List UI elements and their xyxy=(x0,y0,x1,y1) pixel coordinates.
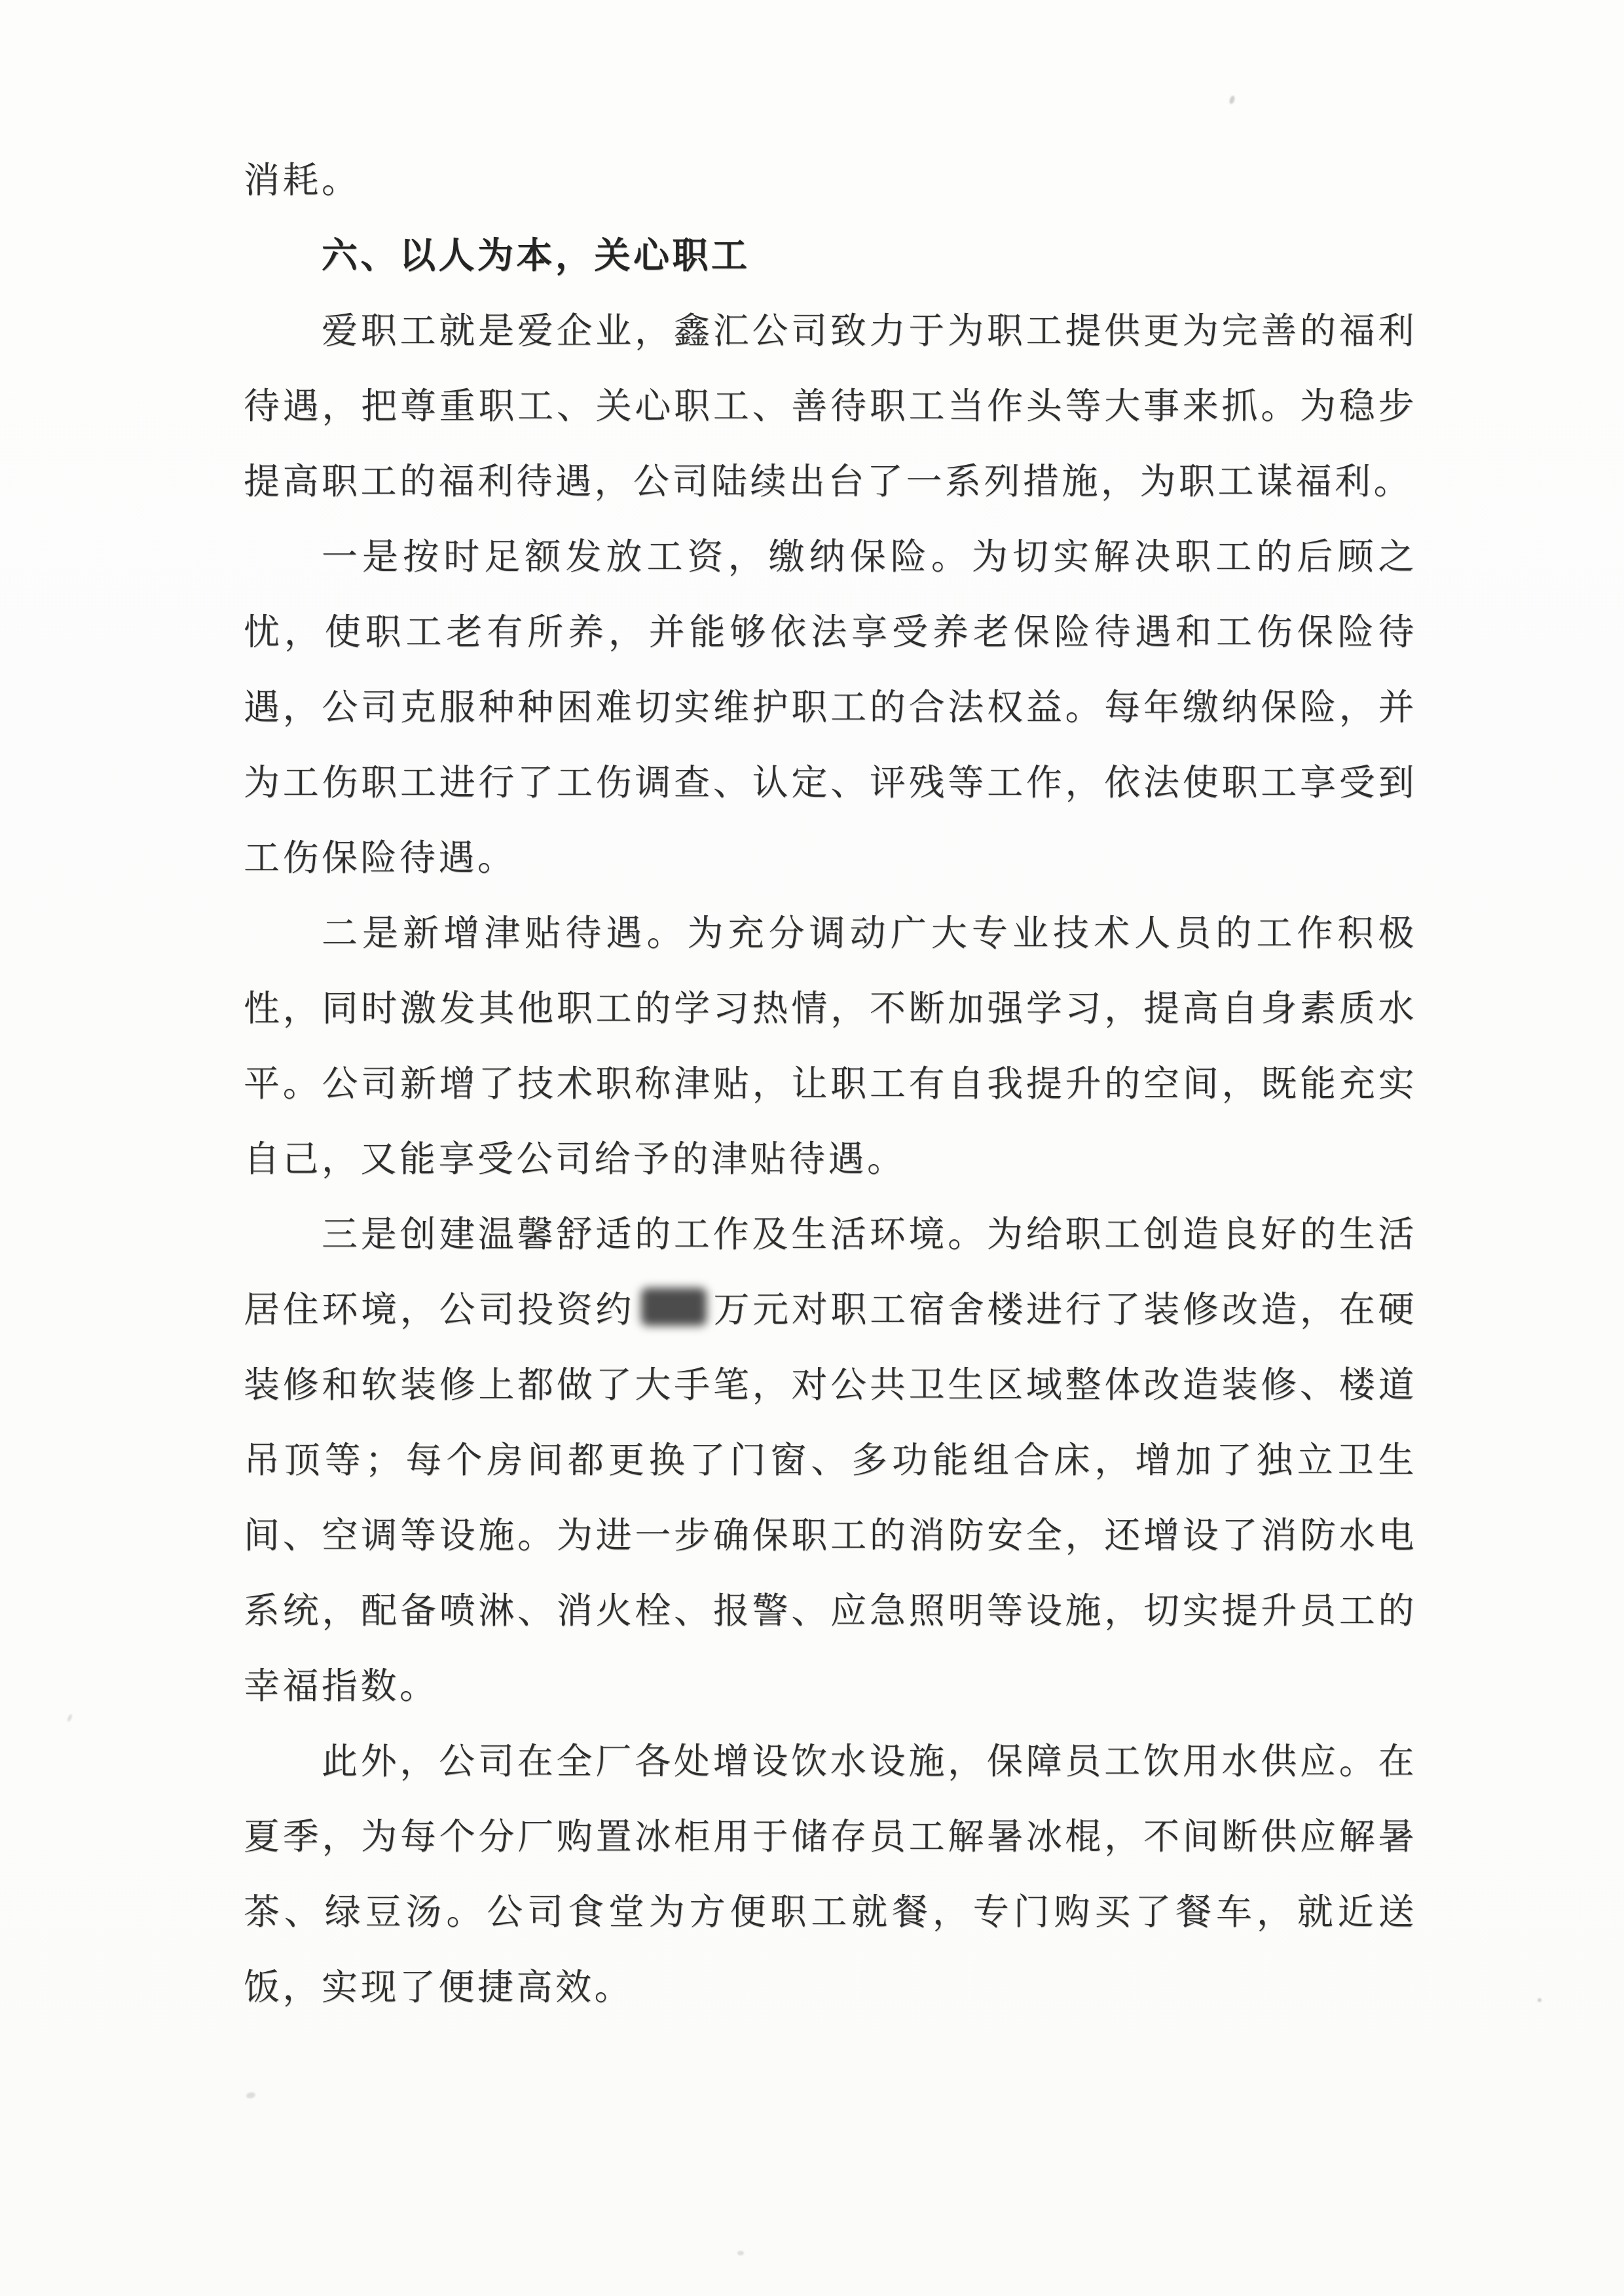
scan-speck xyxy=(737,2251,744,2255)
paragraph-intro: 爱职工就是爱企业，鑫汇公司致力于为职工提供更为完善的福利待遇，把尊重职工、关心职工、善待职工当作头等大事来抓。为稳步提高职工的福利待遇，公司陆续出台了一系列措施，为职工谋福利。 xyxy=(244,311,1417,501)
paragraph-point-three-after-redaction: 万元对职工宿舍楼进行了装修改造，在硬装修和软装修上都做了大手笔，对公共卫生区域整体改造装修、楼道吊顶等；每个房间都更换了门窗、多功能组合床，增加了独立卫生间、空调等设施。为进一步确保职工的消防安全，还增设了消防水电系统，配备喷淋、消火栓、报警、应急照明等设施，切实提升员工的幸福指数。 xyxy=(244,1290,1417,1706)
paragraph-point-three xyxy=(244,1197,1417,1724)
paragraph-continuation-tail: 消耗。 xyxy=(244,160,361,200)
section-heading: 六、以人为本，关心职工 xyxy=(322,235,750,276)
scan-speck xyxy=(67,1714,73,1722)
document-text-block xyxy=(244,143,1417,2025)
scan-speck xyxy=(1538,1998,1541,2002)
paragraph-closing: 此外，公司在全厂各处增设饮水设施，保障员工饮用水供应。在夏季，为每个分厂购置冰柜用于储存员工解暑冰棍，不间断供应解暑茶、绿豆汤。公司食堂为方便职工就餐，专门购买了餐车，就近送饭，实现了便捷高效。 xyxy=(244,1741,1417,2007)
paragraph-point-one: 一是按时足额发放工资，缴纳保险。为切实解决职工的后顾之忧，使职工老有所养，并能够依法享受养老保险待遇和工伤保险待遇，公司克服种种困难切实维护职工的合法权益。每年缴纳保险，并为工伤职工进行了工伤调查、认定、评残等工作，依法使职工享受到工伤保险待遇。 xyxy=(244,537,1417,878)
paragraph-point-two: 二是新增津贴待遇。为充分调动广大专业技术人员的工作积极性，同时激发其他职工的学习热情，不断加强学习，提高自身素质水平。公司新增了技术职称津贴，让职工有自我提升的空间，既能充实自己，又能享受公司给予的津贴待遇。 xyxy=(244,913,1417,1179)
paragraph-point-three-before-redaction: 三是创建温馨舒适的工作及生活环境。为给职工创造良好的生活居住环境，公司投资约 xyxy=(244,1214,1417,1330)
redaction-blur xyxy=(641,1288,707,1326)
scan-speck xyxy=(246,2092,256,2100)
scan-speck xyxy=(1228,95,1236,105)
